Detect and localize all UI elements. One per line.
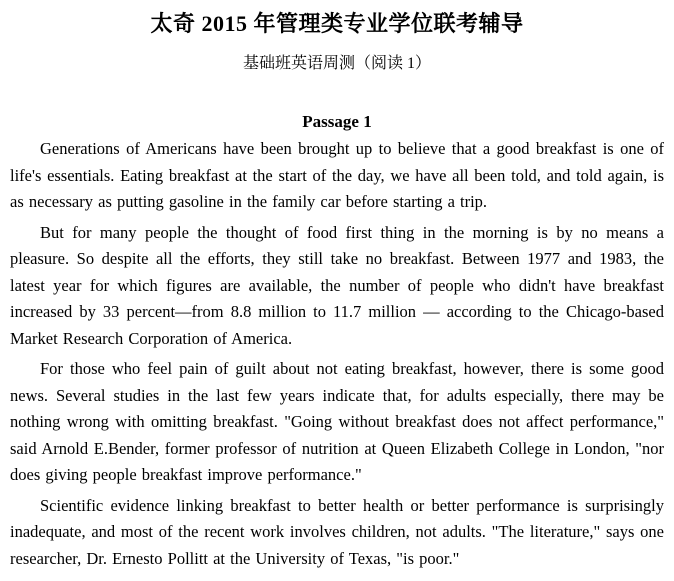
document-page bbox=[0, 11, 674, 581]
paragraph-3: For those who feel pain of guilt about not eating breakfast, however, there is some good news. Several studies in the last few years indicate that, for adults especially, there may be nothing wrong with omitting breakfast. "Going without breakfast does not affect performance," said Arnold E.Bender, former professor of nutrition at Queen Elizabeth College in London, "nor does giving people breakfast improve performance." bbox=[10, 359, 664, 484]
passage-heading: Passage 1 bbox=[302, 112, 372, 131]
page-title: 太奇 2015 年管理类专业学位联考辅导 bbox=[150, 11, 524, 36]
page-subtitle: 基础班英语周测（阅读 1） bbox=[242, 55, 431, 72]
paragraph-2: But for many people the thought of food first thing in the morning is by no means a pleasure. So despite all the efforts, they still take no breakfast. Between 1977 and 1983, the latest year for which figures are available, the number of people who didn't have breakfast increased by 33 percent—from 8.8 million to 11.7 million — according to the Chicago-based Market Research Corporation of America. bbox=[10, 222, 664, 348]
paragraph-4: Scientific evidence linking breakfast to better health or better performance is surprisingly inadequate, and most of the recent work involves children, not adults. "The literature," says one researcher, Dr. Ernesto Pollitt at the University of Texas, "is poor." bbox=[10, 495, 664, 568]
paragraph-1: Generations of Americans have been brought up to believe that a good breakfast is one of life's essentials. Eating breakfast at the start of the day, we have all been told, and told again, is as necessary as putting gasoline in the family car before starting a trip. bbox=[10, 139, 664, 211]
